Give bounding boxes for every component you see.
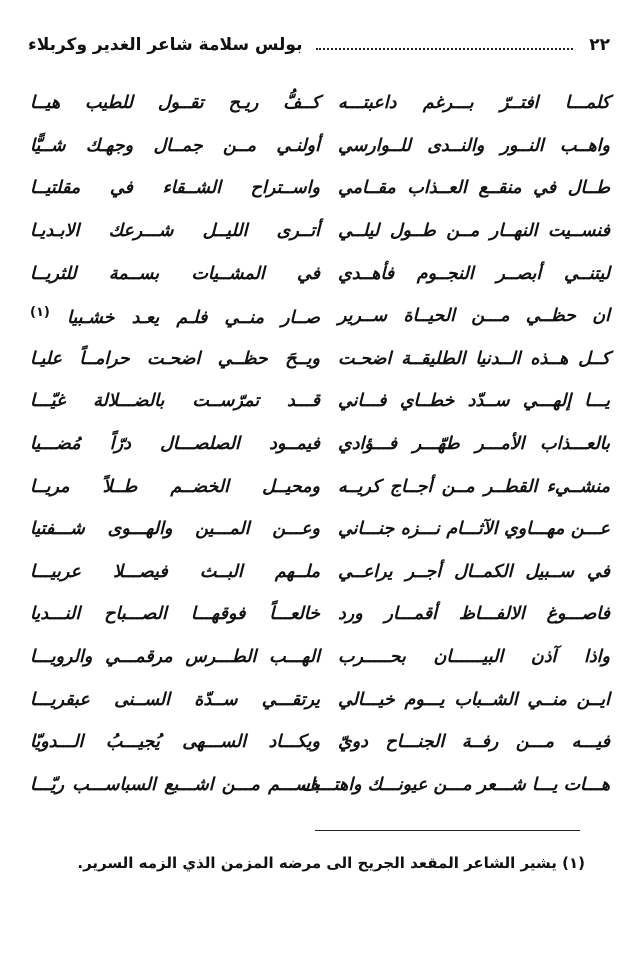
verse-hemistich-left <box>30 305 320 328</box>
footnote: (١) يشير الشاعر المقعد الجريح الى مرضه المزمن الذي الزمه السرير. <box>77 854 585 872</box>
verse-hemistich-left: أتــرى الليــل شـــرعك الابـديـا <box>30 221 320 242</box>
verse-line <box>14 252 610 295</box>
verse-line <box>14 295 610 338</box>
verse-line <box>14 210 610 253</box>
verse-hemistich-left: قـــد تمرّســت بالضـــلالة غيّـــا <box>30 391 320 412</box>
verse-hemistich-right: فاصـــوغ الالفـــاظ أقمـــار ورد <box>338 604 610 625</box>
verse-line <box>14 380 610 423</box>
verse-line <box>14 465 610 508</box>
verse-hemistich-left: واســتراح الشــقاء في مقلتيــا <box>30 178 320 199</box>
verse-hemistich-left: وعـــن المـــين والهـــوى شـــفتيا <box>30 519 320 540</box>
verse-hemistich-right: يـــا إلهـــي ســدّد خطــاي فـــاني <box>338 391 610 412</box>
verse-hemistich-left: في المشــيات بســمة للثريــا <box>30 263 320 284</box>
page-number: ٢٢ <box>589 35 610 55</box>
header-leader-dots <box>316 48 573 50</box>
verse-hemistich-left: ويــحَ حظــي اضحـت حرامــاً عليـا <box>30 348 320 369</box>
verse-hemistich-left: فيمــود الصلصـــال درّاً مُضـــيا <box>30 434 320 455</box>
verse-hemistich-left: باســـم مـــن اشـــبع السباســـب ريّـــا <box>30 774 320 795</box>
verse-hemistich-right: ليتنــي أبصــر النجــوم فأهــدي <box>338 263 610 284</box>
verse-hemistich-right: واذا آذن البيــــــان بحـــــرب <box>338 647 610 668</box>
verse-line <box>14 167 610 210</box>
verse-hemistich-right: كلمـــا افتــرّ بـــرغم داعبتـــه <box>338 93 610 114</box>
page-header <box>28 30 610 60</box>
verse-line <box>14 593 610 636</box>
verse-hemistich-right: ايــن منــي الشــباب يـــوم خيـــالي <box>338 689 610 710</box>
verse-hemistich-left: الهـــب الطـــرس مرقمـــي والرويـــا <box>30 647 320 668</box>
verse-hemistich-right: منشــيء القطــر مــن أجــاج كريــه <box>338 476 610 497</box>
verse-hemistich-right: طــال في منقــع العــذاب مقــامي <box>338 178 610 199</box>
verse-hemistich-right: فيـــه مـــن رفــة الجنـــاح دويّ <box>338 732 610 753</box>
verse-line <box>14 508 610 551</box>
verse-line <box>14 338 610 381</box>
verse-line <box>14 721 610 764</box>
verse-line <box>14 125 610 168</box>
verse-line <box>14 764 610 807</box>
verse-hemistich-left: ملــهم البــث فيصـــلا عربيـــا <box>30 561 320 582</box>
verse-hemistich-left: خالعـــاً فوقهـــا الصـــباح النـــديا <box>30 604 320 625</box>
verse-hemistich-right: ان حظــي مـــن الحيــاة ســرير <box>338 306 610 327</box>
verse-hemistich-right: عـــن مهـــاوي الآثـــام نـــزه جنـــاني <box>338 519 610 540</box>
poem-body <box>14 82 610 806</box>
running-title: بولس سلامة شاعر الغدير وكربلاء <box>28 35 303 55</box>
verse-hemistich-left: ومحيــل الخضــم طــلاً مريــا <box>30 476 320 497</box>
verse-hemistich-right: في ســبيل الكمــال أجــر يراعــي <box>338 561 610 582</box>
verse-hemistich-left-text: صــار منــي فلـم يعـد خشـبيا <box>67 307 320 328</box>
verse-hemistich-right: هـــات يـــا شـــعر مـــن عيونـــك واهتـــف <box>300 774 610 795</box>
footnote-divider <box>315 830 580 831</box>
verse-hemistich-left: يرتقـــي ســدّة الســنى عبقريـــا <box>30 689 320 710</box>
verse-line <box>14 551 610 594</box>
verse-hemistich-right: كــل هــذه الــدنيا الطليقــة اضحـت <box>338 348 610 369</box>
verse-line <box>14 82 610 125</box>
verse-hemistich-right: بالعـــذاب الأمـــر طهّـــر فـــؤادي <box>338 434 610 455</box>
verse-hemistich-left: ويكـــاد الســـهى يُجيـــبُ الـــدويّا <box>30 732 320 753</box>
verse-hemistich-right: فنســيت النهــار مــن طــول ليلــي <box>338 221 610 242</box>
verse-hemistich-right: واهــب النــور والنــدى للــوارسي <box>338 135 610 156</box>
footnote-marker: (١) <box>30 304 50 320</box>
verse-hemistich-left: كــفُّ ريـح تقــول للطيب هيــا <box>30 93 320 114</box>
verse-line <box>14 678 610 721</box>
verse-hemistich-left: أولنـي مــن جمــال وجهـك شــيًّا <box>30 135 320 156</box>
verse-line <box>14 423 610 466</box>
verse-line <box>14 636 610 679</box>
